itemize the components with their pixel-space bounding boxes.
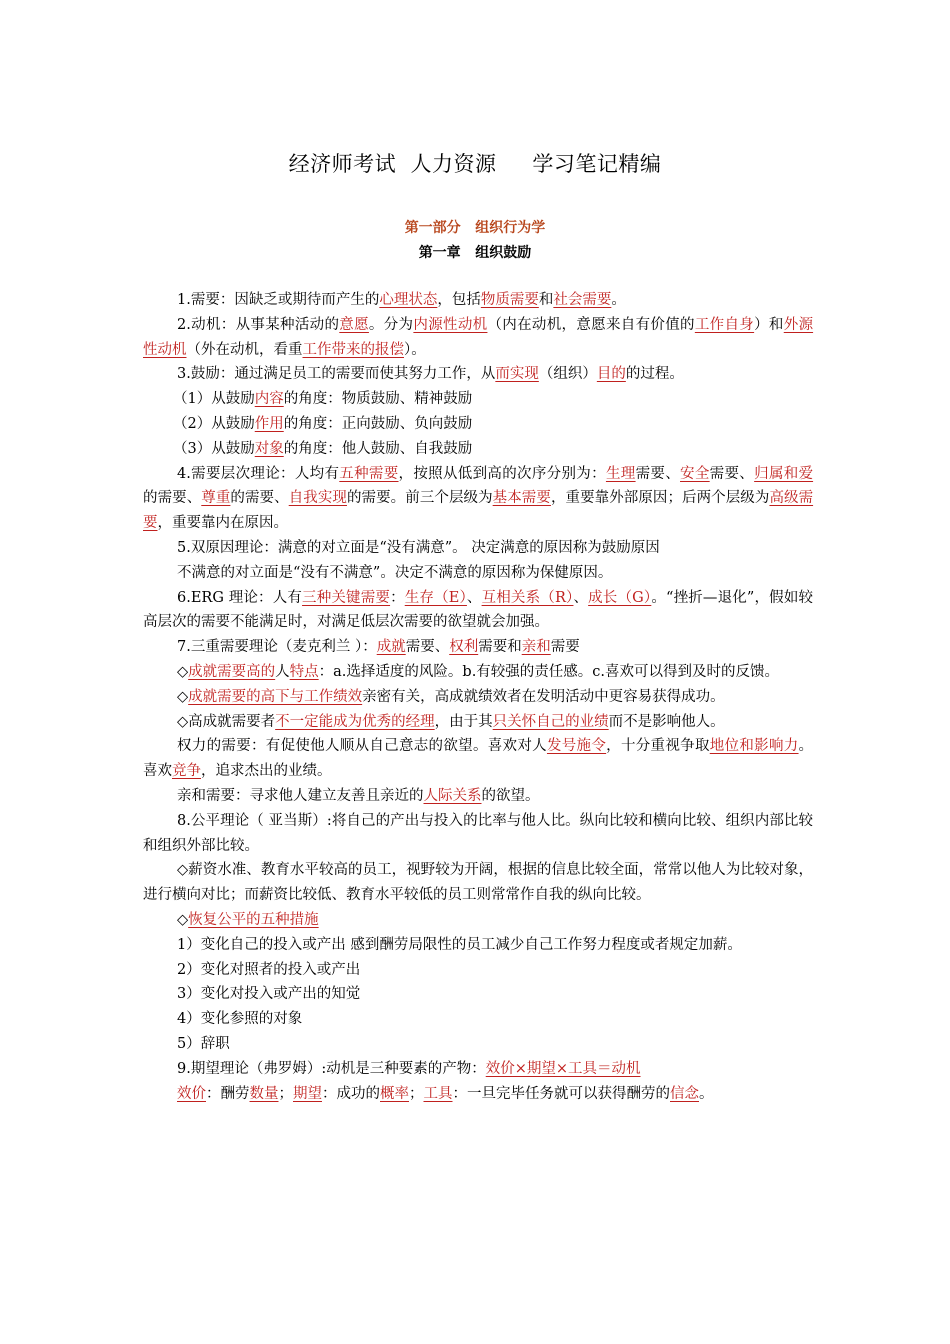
highlighted-term: 高级需要 bbox=[143, 490, 814, 532]
highlighted-term: 成就需要的高下与工作绩效 bbox=[188, 688, 363, 705]
highlighted-term: 三种关键需要 bbox=[302, 589, 391, 606]
paragraph bbox=[143, 809, 813, 859]
text-run: 2.动机：从事某种活动的 bbox=[177, 316, 340, 333]
highlighted-term: 发号施令 bbox=[546, 738, 607, 755]
highlighted-term: 只关怀自己的业绩 bbox=[492, 713, 609, 730]
text-run: 亲和需要：寻求他人建立友善且亲近的 bbox=[177, 787, 424, 804]
text-run: 人 bbox=[275, 663, 290, 680]
text-run: 8.公平理论（ 亚当斯）:将自己的产出与投入的比率与他人比。纵向比较和横向比较、组织内部比较和组织外部比较。 bbox=[143, 812, 813, 854]
paragraph bbox=[143, 462, 813, 536]
paragraph bbox=[143, 561, 813, 586]
paragraph bbox=[143, 437, 813, 462]
paragraph bbox=[143, 586, 813, 636]
highlighted-term: 亲和 bbox=[521, 639, 551, 656]
highlighted-term: 内源性动机 bbox=[413, 316, 488, 333]
highlighted-term: 而实现 bbox=[495, 366, 539, 383]
text-run: 。分为 bbox=[368, 316, 414, 333]
text-run: ）和 bbox=[754, 316, 784, 333]
highlighted-term: 目的 bbox=[596, 366, 626, 383]
highlighted-term: 竞争 bbox=[172, 763, 201, 780]
highlighted-term: 工具 bbox=[423, 1085, 453, 1102]
paragraph bbox=[143, 685, 813, 710]
text-run: ，十分重视争取 bbox=[606, 738, 710, 755]
text-run: 权力的需要：有促使他人顺从自己意志的欲望。喜欢对人 bbox=[177, 738, 547, 755]
highlighted-term: 成就 bbox=[376, 639, 406, 656]
text-run: ：a.选择适度的风险。b.有较强的责任感。c.喜欢可以得到及时的反馈。 bbox=[318, 663, 780, 680]
highlighted-term: 人际关系 bbox=[423, 787, 482, 804]
paragraph bbox=[143, 784, 813, 809]
highlighted-term: 权利 bbox=[449, 639, 479, 656]
text-run: ，按照从低到高的次序分别为： bbox=[398, 465, 606, 482]
text-run: 2）变化对照者的投入或产出 bbox=[177, 961, 361, 978]
paragraph bbox=[143, 933, 813, 958]
text-run: 亲密有关，高成就绩效者在发明活动中更容易获得成功。 bbox=[362, 688, 725, 705]
text-run: ◇高成就需要者 bbox=[177, 713, 276, 730]
paragraph bbox=[143, 362, 813, 387]
text-run: 5）辞职 bbox=[177, 1035, 230, 1052]
highlighted-term: 信念 bbox=[670, 1085, 699, 1102]
highlighted-term: 尊重 bbox=[201, 490, 231, 507]
highlighted-term: 心理状态 bbox=[379, 292, 438, 308]
highlighted-term: 工作自身 bbox=[694, 316, 755, 333]
highlighted-term: 恢复公平的五种措施 bbox=[188, 911, 319, 928]
text-run: 的需要、 bbox=[230, 490, 289, 507]
text-run: 的过程。 bbox=[625, 366, 684, 383]
text-run: ，重要靠外部原因；后两个层级为 bbox=[550, 490, 770, 507]
highlighted-term: 生理 bbox=[605, 465, 636, 482]
highlighted-term: 物质需要 bbox=[480, 292, 539, 308]
text-run: ◇ bbox=[177, 663, 189, 680]
text-run: （组织） bbox=[538, 366, 597, 383]
text-run: 。“挫折—退化”，假如较高层次的需要不能满足时，对满足低层次需要的欲望就会加强。 bbox=[143, 589, 814, 631]
text-run: 6.ERG 理论：人有 bbox=[177, 589, 303, 606]
paragraph bbox=[143, 313, 813, 363]
text-run: 不满意的对立面是“没有不满意”。决定不满意的原因称为保健原因。 bbox=[177, 564, 613, 581]
text-run: 的角度：正向鼓励、负向鼓励 bbox=[283, 415, 473, 432]
text-run: ： bbox=[390, 589, 405, 606]
highlighted-term: 安全 bbox=[680, 465, 710, 482]
text-run: ：一旦完毕任务就可以获得酬劳的 bbox=[452, 1085, 670, 1102]
text-run: ； bbox=[409, 1085, 424, 1102]
text-run: 需要、 bbox=[709, 465, 755, 482]
text-run: 1）变化自己的投入或产出 感到酬劳局限性的员工减少自己工作努力程度或者规定加薪。 bbox=[177, 936, 742, 953]
text-run: 需要和 bbox=[478, 639, 522, 656]
paragraph bbox=[143, 908, 813, 933]
text-run: （内在动机，意愿来自有价值的 bbox=[487, 316, 695, 333]
highlighted-term: 作用 bbox=[254, 415, 284, 432]
paragraph bbox=[143, 660, 813, 685]
text-run: 需要、 bbox=[405, 639, 450, 656]
text-run: 7.三重需要理论（麦克利兰 ）： bbox=[177, 639, 377, 656]
highlighted-term: 社会需要 bbox=[553, 292, 612, 308]
text-run: 3）变化对投入或产出的知觉 bbox=[177, 986, 361, 1003]
text-run: 、 bbox=[573, 589, 589, 606]
text-run: 而不是影响他人。 bbox=[608, 713, 725, 730]
highlighted-term: 生存（E） bbox=[404, 589, 467, 606]
paragraph bbox=[143, 958, 813, 983]
highlighted-term: 对象 bbox=[254, 440, 284, 457]
paragraph bbox=[143, 710, 813, 735]
highlighted-term: 工作带来的报偿 bbox=[302, 341, 404, 358]
highlighted-term: 内容 bbox=[254, 391, 284, 408]
text-run: 需要、 bbox=[635, 465, 681, 482]
highlighted-term: 效价×期望×工具＝动机 bbox=[485, 1060, 641, 1077]
text-run: ◇ bbox=[177, 688, 189, 705]
highlighted-term: 不一定能成为优秀的经理 bbox=[275, 713, 435, 730]
text-run: 。喜欢 bbox=[143, 738, 814, 780]
text-run: ◇薪资水准、教育水平较高的员工，视野较为开阔，根据的信息比较全面，常常以他人为比较对象，进行横向对比；而薪资比较低、教育水平较低的员工则常常作自我的纵向比较。 bbox=[143, 862, 813, 904]
text-run: 、 bbox=[466, 589, 482, 606]
highlighted-term: 意愿 bbox=[339, 316, 369, 333]
text-run: （外在动机，看重 bbox=[186, 341, 303, 358]
highlighted-term: 外源性动机 bbox=[143, 316, 814, 358]
text-run: ，由于其 bbox=[434, 713, 493, 730]
highlighted-term: 自我实现 bbox=[288, 490, 347, 507]
highlighted-term: 数量 bbox=[249, 1085, 279, 1102]
highlighted-term: 成长（G） bbox=[588, 589, 652, 606]
text-run: ，追求杰出的业绩。 bbox=[201, 763, 332, 780]
paragraph bbox=[143, 288, 813, 313]
highlighted-term: 地位和影响力 bbox=[709, 738, 799, 755]
paragraph bbox=[143, 387, 813, 412]
paragraph bbox=[143, 536, 813, 561]
text-run: 的需要。前三个层级为 bbox=[346, 490, 493, 507]
text-run: 5.双原因理论：满意的对立面是“没有满意”。 决定满意的原因称为鼓励原因 bbox=[177, 539, 660, 556]
highlighted-term: 归属和爱 bbox=[754, 465, 814, 482]
text-run: 。 bbox=[611, 292, 626, 308]
part-heading: 第一部分 组织行为学 bbox=[404, 220, 546, 236]
text-run: 4.需要层次理论：人均有 bbox=[177, 465, 340, 482]
text-run: 的角度：物质鼓励、精神鼓励 bbox=[283, 391, 473, 408]
text-run: 4）变化参照的对象 bbox=[177, 1011, 303, 1028]
paragraph bbox=[143, 635, 813, 660]
text-run: 的欲望。 bbox=[481, 787, 540, 804]
paragraph bbox=[143, 858, 813, 908]
document-body bbox=[143, 288, 813, 1106]
text-run: ）。 bbox=[404, 341, 426, 358]
highlighted-term: 互相关系（R） bbox=[481, 589, 574, 606]
highlighted-term: 特点 bbox=[289, 663, 319, 680]
text-run: ◇ bbox=[177, 911, 189, 928]
text-run: ，包括 bbox=[437, 292, 481, 308]
paragraph bbox=[143, 982, 813, 1007]
text-run: ：成功的 bbox=[322, 1085, 380, 1102]
text-run: 1.需要：因缺乏或期待而产生的 bbox=[177, 292, 380, 308]
text-run: 。 bbox=[699, 1085, 714, 1102]
text-run: ：酬劳 bbox=[206, 1085, 250, 1102]
highlighted-term: 期望 bbox=[293, 1085, 322, 1102]
document-title: 经济师考试 人力资源 学习笔记精编 bbox=[288, 152, 662, 176]
text-run: 需要 bbox=[550, 639, 580, 656]
text-run: 和 bbox=[538, 292, 554, 308]
text-run: 的角度：他人鼓励、自我鼓励 bbox=[283, 440, 473, 457]
text-run: 9.期望理论（弗罗姆）:动机是三种要素的产物： bbox=[177, 1060, 486, 1077]
chapter-heading: 第一章 组织鼓励 bbox=[418, 245, 532, 261]
text-run: ； bbox=[278, 1085, 293, 1102]
text-run: （2）从鼓励 bbox=[173, 415, 255, 432]
paragraph bbox=[143, 1082, 813, 1107]
highlighted-term: 概率 bbox=[380, 1085, 409, 1102]
paragraph bbox=[143, 412, 813, 437]
highlighted-term: 效价 bbox=[177, 1085, 206, 1102]
paragraph bbox=[143, 1057, 813, 1082]
paragraph bbox=[143, 1007, 813, 1032]
text-run: 3.鼓励：通过满足员工的需要而使其努力工作，从 bbox=[177, 366, 496, 383]
text-run: 的需要、 bbox=[143, 490, 202, 507]
paragraph bbox=[143, 1032, 813, 1057]
highlighted-term: 五种需要 bbox=[339, 465, 399, 482]
paragraph bbox=[143, 734, 813, 784]
text-run: （1）从鼓励 bbox=[173, 391, 255, 408]
text-run: （3）从鼓励 bbox=[173, 440, 255, 457]
highlighted-term: 基本需要 bbox=[492, 490, 551, 507]
highlighted-term: 成就需要高的 bbox=[188, 663, 276, 680]
text-run: ，重要靠内在原因。 bbox=[157, 515, 288, 532]
